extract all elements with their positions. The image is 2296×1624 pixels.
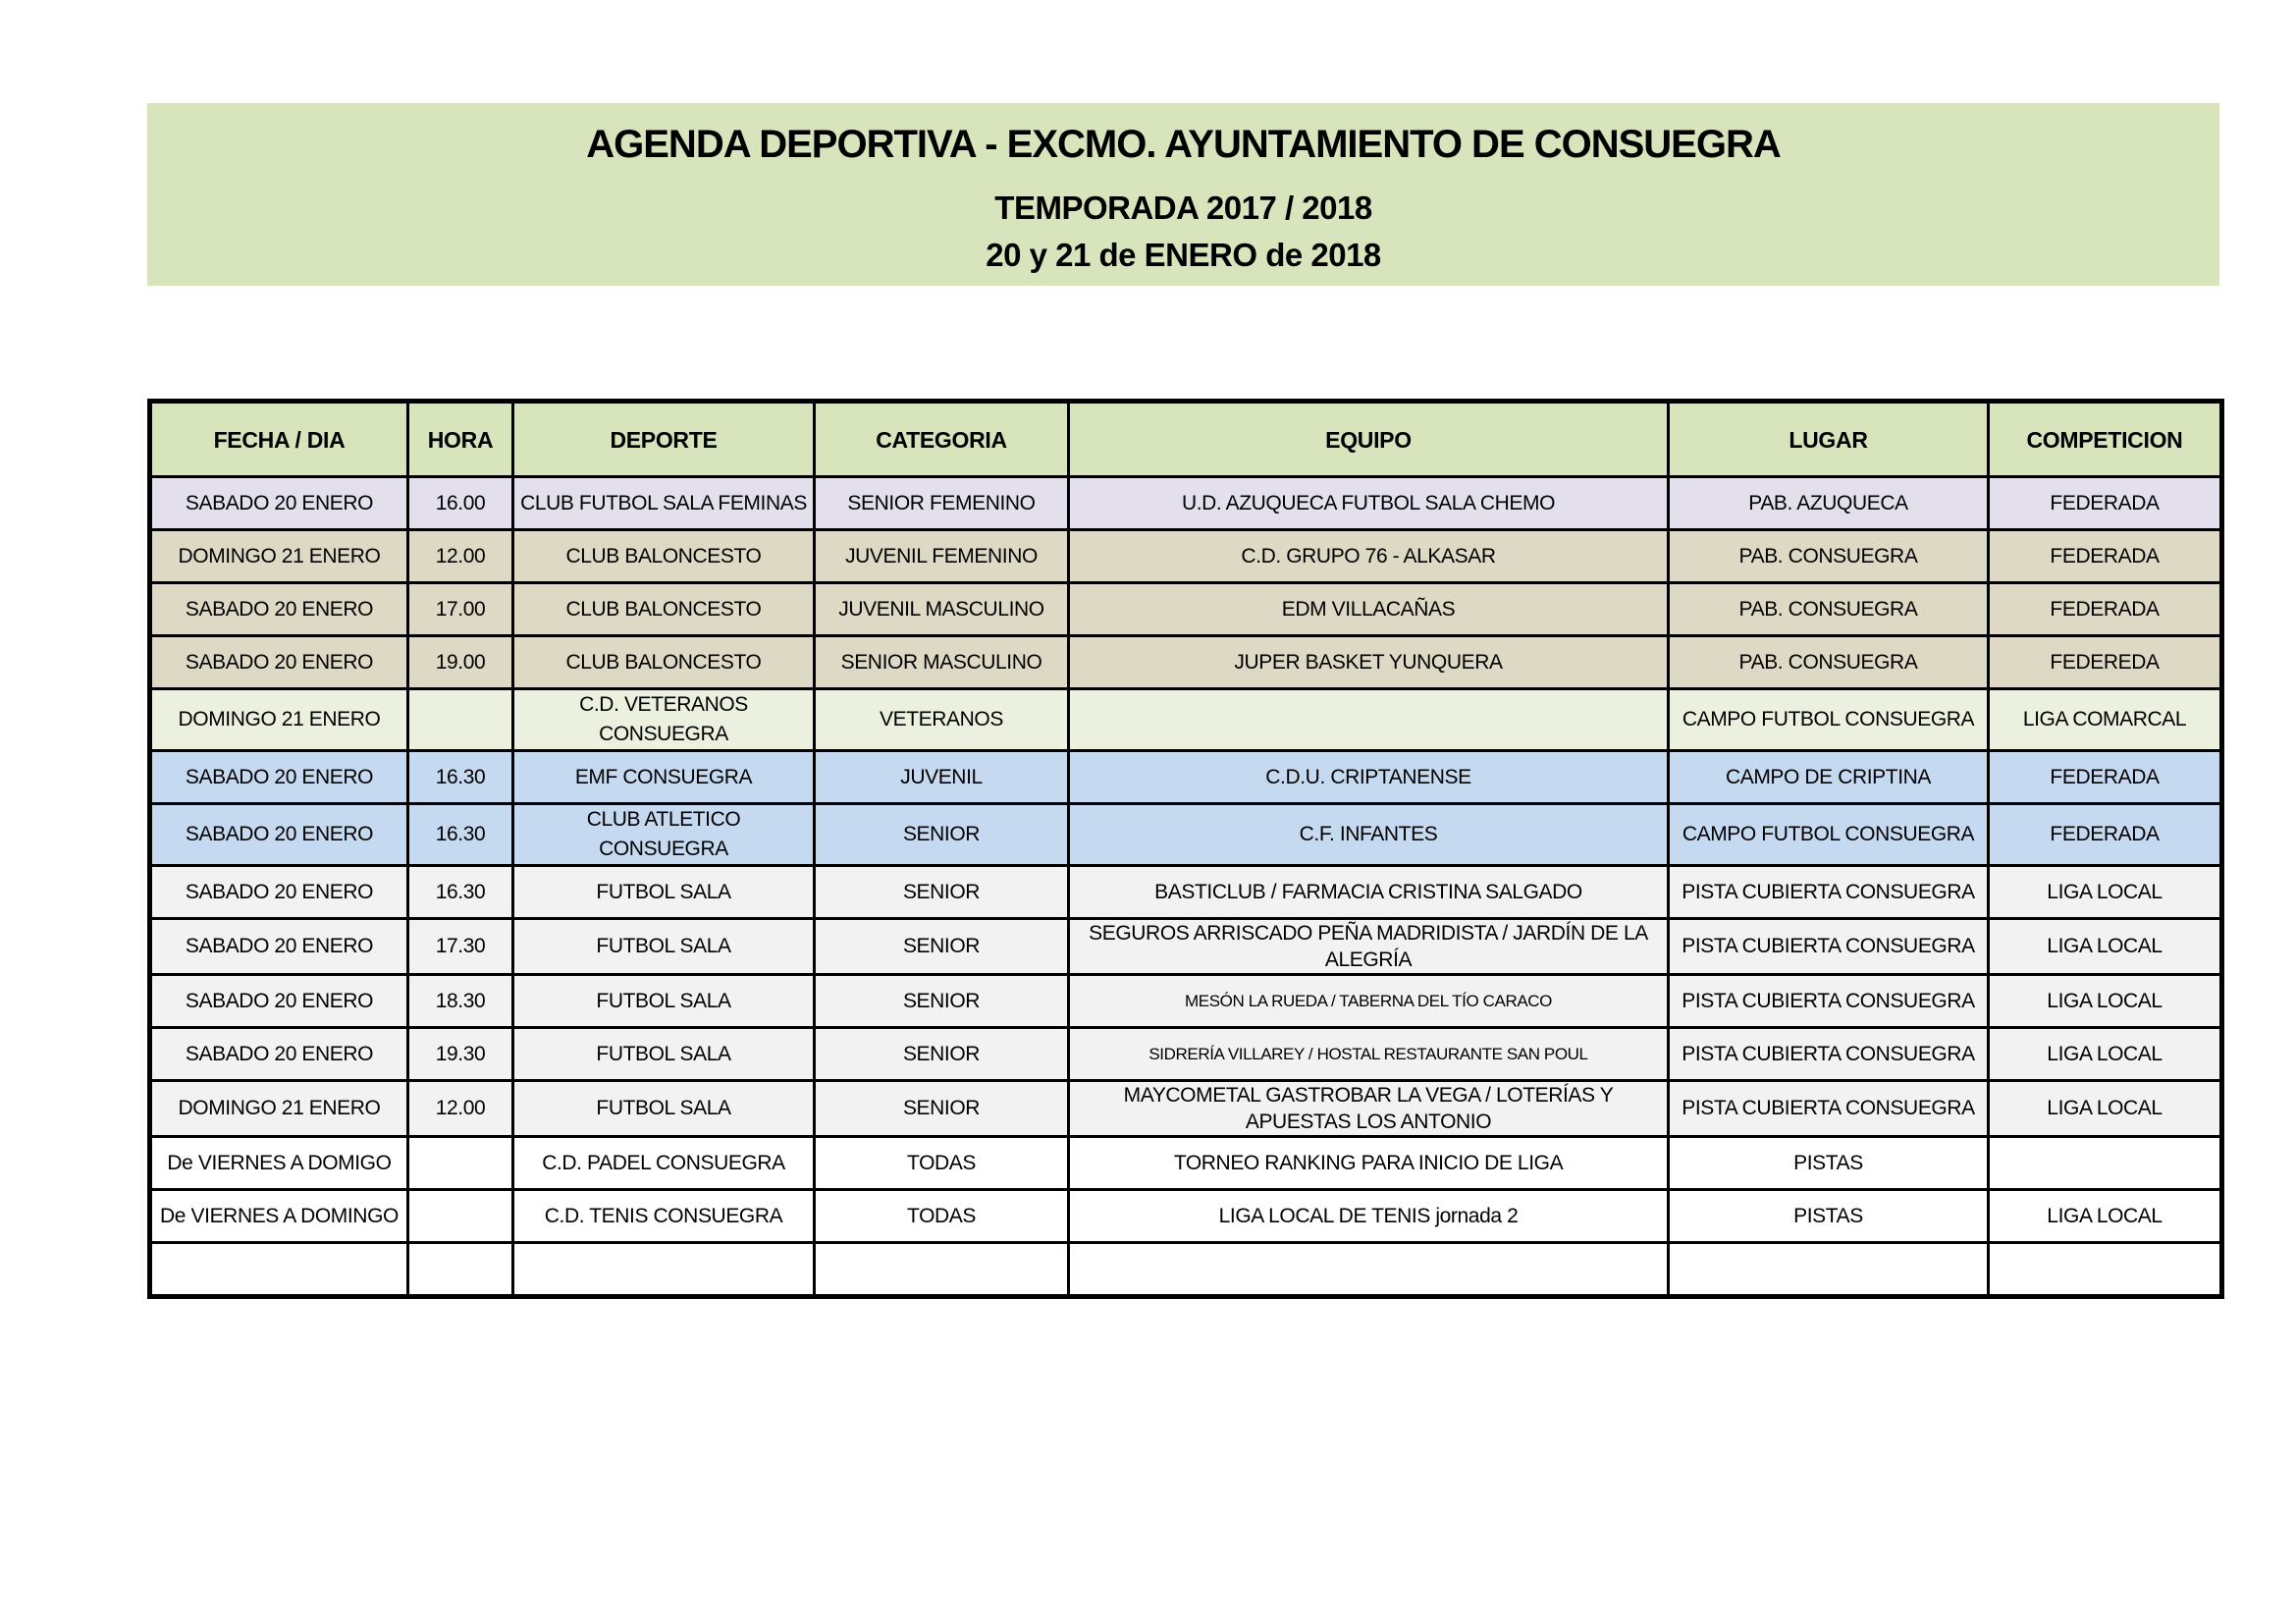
cell-equipo: C.F. INFANTES bbox=[1069, 804, 1669, 866]
cell-deporte: CLUB BALONCESTO bbox=[513, 636, 815, 689]
cell-hora: 16.00 bbox=[408, 477, 513, 530]
page-title: AGENDA DEPORTIVA - EXCMO. AYUNTAMIENTO DE CONSUEGRA bbox=[586, 123, 1781, 166]
cell-lugar: CAMPO FUTBOL CONSUEGRA bbox=[1669, 804, 1989, 866]
cell-fecha: DOMINGO 21 ENERO bbox=[150, 689, 408, 751]
cell-hora: 17.00 bbox=[408, 583, 513, 636]
cell-deporte bbox=[513, 1243, 815, 1297]
cell-lugar: PISTA CUBIERTA CONSUEGRA bbox=[1669, 919, 1989, 975]
cell-equipo: LIGA LOCAL DE TENIS jornada 2 bbox=[1069, 1190, 1669, 1243]
cell-deporte: EMF CONSUEGRA bbox=[513, 751, 815, 804]
cell-categoria: SENIOR MASCULINO bbox=[815, 636, 1069, 689]
cell-categoria bbox=[815, 1243, 1069, 1297]
table-row bbox=[150, 477, 2222, 530]
column-header-competicion: COMPETICION bbox=[1989, 402, 2222, 477]
cell-categoria: SENIOR bbox=[815, 1081, 1069, 1137]
cell-deporte: C.D. TENIS CONSUEGRA bbox=[513, 1190, 815, 1243]
cell-categoria: TODAS bbox=[815, 1137, 1069, 1190]
cell-fecha: SABADO 20 ENERO bbox=[150, 804, 408, 866]
column-header-equipo: EQUIPO bbox=[1069, 402, 1669, 477]
cell-lugar: PISTA CUBIERTA CONSUEGRA bbox=[1669, 1028, 1989, 1081]
column-header-lugar: LUGAR bbox=[1669, 402, 1989, 477]
cell-categoria: JUVENIL MASCULINO bbox=[815, 583, 1069, 636]
cell-competicion: FEDEREDA bbox=[1989, 636, 2222, 689]
cell-competicion: LIGA LOCAL bbox=[1989, 975, 2222, 1028]
table-row bbox=[150, 1028, 2222, 1081]
season-subtitle: TEMPORADA 2017 / 2018 bbox=[994, 189, 1372, 226]
table-row bbox=[150, 1137, 2222, 1190]
cell-competicion: LIGA COMARCAL bbox=[1989, 689, 2222, 751]
cell-categoria: JUVENIL FEMENINO bbox=[815, 530, 1069, 583]
cell-categoria: SENIOR bbox=[815, 804, 1069, 866]
cell-lugar: PISTAS bbox=[1669, 1190, 1989, 1243]
cell-fecha: De VIERNES A DOMIGO bbox=[150, 1137, 408, 1190]
cell-hora: 16.30 bbox=[408, 866, 513, 919]
cell-lugar: PISTAS bbox=[1669, 1137, 1989, 1190]
table-row bbox=[150, 919, 2222, 975]
table-row bbox=[150, 1081, 2222, 1137]
cell-equipo: SEGUROS ARRISCADO PEÑA MADRIDISTA / JARDÍN DE LA ALEGRÍA bbox=[1069, 919, 1669, 975]
cell-competicion bbox=[1989, 1243, 2222, 1297]
cell-deporte: CLUB BALONCESTO bbox=[513, 583, 815, 636]
cell-categoria: JUVENIL bbox=[815, 751, 1069, 804]
cell-hora: 18.30 bbox=[408, 975, 513, 1028]
cell-competicion: FEDERADA bbox=[1989, 477, 2222, 530]
table-header-row bbox=[150, 402, 2222, 477]
table-row bbox=[150, 689, 2222, 751]
cell-equipo: EDM VILLACAÑAS bbox=[1069, 583, 1669, 636]
cell-fecha: DOMINGO 21 ENERO bbox=[150, 530, 408, 583]
cell-deporte: FUTBOL SALA bbox=[513, 1081, 815, 1137]
cell-categoria: SENIOR bbox=[815, 975, 1069, 1028]
cell-deporte: FUTBOL SALA bbox=[513, 866, 815, 919]
sports-agenda-table bbox=[147, 399, 2224, 1299]
table-row bbox=[150, 975, 2222, 1028]
cell-fecha bbox=[150, 1243, 408, 1297]
cell-equipo: MAYCOMETAL GASTROBAR LA VEGA / LOTERÍAS Y APUESTAS LOS ANTONIO bbox=[1069, 1081, 1669, 1137]
cell-hora: 16.30 bbox=[408, 751, 513, 804]
cell-lugar: PAB. CONSUEGRA bbox=[1669, 636, 1989, 689]
cell-equipo: JUPER BASKET YUNQUERA bbox=[1069, 636, 1669, 689]
cell-fecha: DOMINGO 21 ENERO bbox=[150, 1081, 408, 1137]
cell-hora: 12.00 bbox=[408, 1081, 513, 1137]
cell-equipo: MESÓN LA RUEDA / TABERNA DEL TÍO CARACO bbox=[1069, 975, 1669, 1028]
cell-equipo: U.D. AZUQUECA FUTBOL SALA CHEMO bbox=[1069, 477, 1669, 530]
cell-hora: 19.00 bbox=[408, 636, 513, 689]
cell-categoria: VETERANOS bbox=[815, 689, 1069, 751]
table-row bbox=[150, 804, 2222, 866]
cell-deporte: FUTBOL SALA bbox=[513, 919, 815, 975]
cell-competicion: FEDERADA bbox=[1989, 751, 2222, 804]
cell-categoria: SENIOR bbox=[815, 1028, 1069, 1081]
dates-subtitle: 20 y 21 de ENERO de 2018 bbox=[986, 237, 1381, 273]
cell-fecha: SABADO 20 ENERO bbox=[150, 477, 408, 530]
cell-equipo: C.D. GRUPO 76 - ALKASAR bbox=[1069, 530, 1669, 583]
cell-competicion bbox=[1989, 1137, 2222, 1190]
table-row bbox=[150, 1243, 2222, 1297]
table-row bbox=[150, 636, 2222, 689]
cell-categoria: SENIOR FEMENINO bbox=[815, 477, 1069, 530]
column-header-deporte: DEPORTE bbox=[513, 402, 815, 477]
cell-competicion: LIGA LOCAL bbox=[1989, 866, 2222, 919]
cell-equipo bbox=[1069, 689, 1669, 751]
cell-lugar: PISTA CUBIERTA CONSUEGRA bbox=[1669, 1081, 1989, 1137]
cell-equipo bbox=[1069, 1243, 1669, 1297]
cell-lugar: CAMPO FUTBOL CONSUEGRA bbox=[1669, 689, 1989, 751]
cell-deporte: CLUB FUTBOL SALA FEMINAS bbox=[513, 477, 815, 530]
cell-fecha: SABADO 20 ENERO bbox=[150, 1028, 408, 1081]
cell-deporte: CLUB BALONCESTO bbox=[513, 530, 815, 583]
cell-hora: 17.30 bbox=[408, 919, 513, 975]
cell-categoria: SENIOR bbox=[815, 866, 1069, 919]
cell-fecha: SABADO 20 ENERO bbox=[150, 975, 408, 1028]
cell-equipo: SIDRERÍA VILLAREY / HOSTAL RESTAURANTE SAN POUL bbox=[1069, 1028, 1669, 1081]
cell-equipo: TORNEO RANKING PARA INICIO DE LIGA bbox=[1069, 1137, 1669, 1190]
cell-hora bbox=[408, 1137, 513, 1190]
cell-fecha: SABADO 20 ENERO bbox=[150, 919, 408, 975]
cell-fecha: SABADO 20 ENERO bbox=[150, 866, 408, 919]
cell-lugar: PAB. AZUQUECA bbox=[1669, 477, 1989, 530]
cell-competicion: LIGA LOCAL bbox=[1989, 1081, 2222, 1137]
cell-competicion: FEDERADA bbox=[1989, 583, 2222, 636]
table-row bbox=[150, 583, 2222, 636]
cell-equipo: BASTICLUB / FARMACIA CRISTINA SALGADO bbox=[1069, 866, 1669, 919]
cell-fecha: SABADO 20 ENERO bbox=[150, 636, 408, 689]
cell-competicion: LIGA LOCAL bbox=[1989, 1028, 2222, 1081]
cell-lugar: CAMPO DE CRIPTINA bbox=[1669, 751, 1989, 804]
table-row bbox=[150, 751, 2222, 804]
cell-categoria: TODAS bbox=[815, 1190, 1069, 1243]
cell-categoria: SENIOR bbox=[815, 919, 1069, 975]
cell-deporte: FUTBOL SALA bbox=[513, 975, 815, 1028]
column-header-categoria: CATEGORIA bbox=[815, 402, 1069, 477]
cell-lugar: PAB. CONSUEGRA bbox=[1669, 583, 1989, 636]
cell-fecha: SABADO 20 ENERO bbox=[150, 751, 408, 804]
cell-hora bbox=[408, 1243, 513, 1297]
cell-lugar: PISTA CUBIERTA CONSUEGRA bbox=[1669, 975, 1989, 1028]
cell-deporte: C.D. VETERANOS CONSUEGRA bbox=[513, 689, 815, 751]
cell-competicion: LIGA LOCAL bbox=[1989, 919, 2222, 975]
table-row bbox=[150, 530, 2222, 583]
cell-competicion: FEDERADA bbox=[1989, 530, 2222, 583]
column-header-hora: HORA bbox=[408, 402, 513, 477]
cell-lugar bbox=[1669, 1243, 1989, 1297]
cell-hora bbox=[408, 1190, 513, 1243]
column-header-fecha: FECHA / DIA bbox=[150, 402, 408, 477]
cell-deporte: FUTBOL SALA bbox=[513, 1028, 815, 1081]
cell-deporte: C.D. PADEL CONSUEGRA bbox=[513, 1137, 815, 1190]
cell-deporte: CLUB ATLETICO CONSUEGRA bbox=[513, 804, 815, 866]
cell-hora: 16.30 bbox=[408, 804, 513, 866]
table-row bbox=[150, 866, 2222, 919]
cell-lugar: PAB. CONSUEGRA bbox=[1669, 530, 1989, 583]
cell-fecha: SABADO 20 ENERO bbox=[150, 583, 408, 636]
title-banner bbox=[147, 103, 2219, 286]
cell-hora bbox=[408, 689, 513, 751]
cell-lugar: PISTA CUBIERTA CONSUEGRA bbox=[1669, 866, 1989, 919]
cell-fecha: De VIERNES A DOMINGO bbox=[150, 1190, 408, 1243]
cell-equipo: C.D.U. CRIPTANENSE bbox=[1069, 751, 1669, 804]
cell-competicion: FEDERADA bbox=[1989, 804, 2222, 866]
table-row bbox=[150, 1190, 2222, 1243]
cell-hora: 19.30 bbox=[408, 1028, 513, 1081]
cell-competicion: LIGA LOCAL bbox=[1989, 1190, 2222, 1243]
cell-hora: 12.00 bbox=[408, 530, 513, 583]
